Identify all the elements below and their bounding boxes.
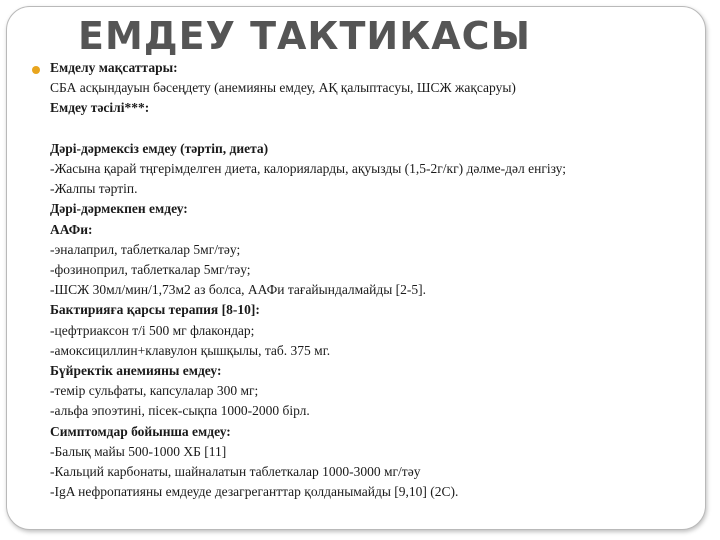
- bullet-icon: [32, 66, 40, 74]
- content-line: -альфа эпоэтині, пісек-сықпа 1000-2000 бірл.: [50, 403, 310, 419]
- content-line: Емдеу тәсілі***:: [50, 100, 150, 116]
- content-line: -Жалпы тәртіп.: [50, 181, 138, 197]
- content-line: СБА асқындауын бәсеңдету (анемияны емдеу, АҚ қалыптасуы, ШСЖ жақсаруы): [50, 80, 516, 96]
- content-line: -IgA нефропатияны емдеуде дезагреганттар қолданымайды [9,10] (2С).: [50, 484, 459, 500]
- slide-content: [50, 58, 700, 502]
- content-line: -Жасына қарай тңгерімделген диета, калорияларды, ақуызды (1,5-2г/кг) дәлме-дәл енгізу;: [50, 161, 566, 176]
- content-line: [50, 119, 700, 139]
- content-line: -Кальций карбонаты, шайналатын таблеткалар 1000-3000 мг/тәу: [50, 464, 421, 480]
- content-line: -Балық майы 500-1000 ХБ [11]: [50, 443, 227, 459]
- content-line: -фозиноприл, таблеткалар 5мг/тәу;: [50, 262, 251, 278]
- content-line: Бүйректік анемияны емдеу:: [50, 363, 222, 379]
- content-line: ААФи:: [50, 221, 93, 237]
- content-line: -ШСЖ 30мл/мин/1,73м2 аз болса, ААФи тағайындалмайды [2-5].: [50, 282, 427, 298]
- content-line: Дәрі-дәрмекпен емдеу:: [50, 201, 188, 217]
- content-line: Дәрі-дәрмексіз емдеу (тәртіп, диета): [50, 140, 269, 156]
- content-line: -амоксициллин+клавулон қышқылы, таб. 375 мг.: [50, 342, 331, 358]
- slide-title: ЕМДЕУ ТАКТИКАСЫ: [78, 14, 531, 58]
- content-line: -эналаприл, таблеткалар 5мг/тәу;: [50, 241, 241, 257]
- content-line: Бактирияға қарсы терапия [8-10]:: [50, 302, 260, 318]
- content-line: Емделу мақсаттары:: [50, 60, 178, 75]
- content-line: Симптомдар бойынша емдеу:: [50, 423, 231, 439]
- content-line: -цефтриаксон т/і 500 мг флакондар;: [50, 322, 255, 338]
- content-line: -темір сульфаты, капсулалар 300 мг;: [50, 383, 259, 399]
